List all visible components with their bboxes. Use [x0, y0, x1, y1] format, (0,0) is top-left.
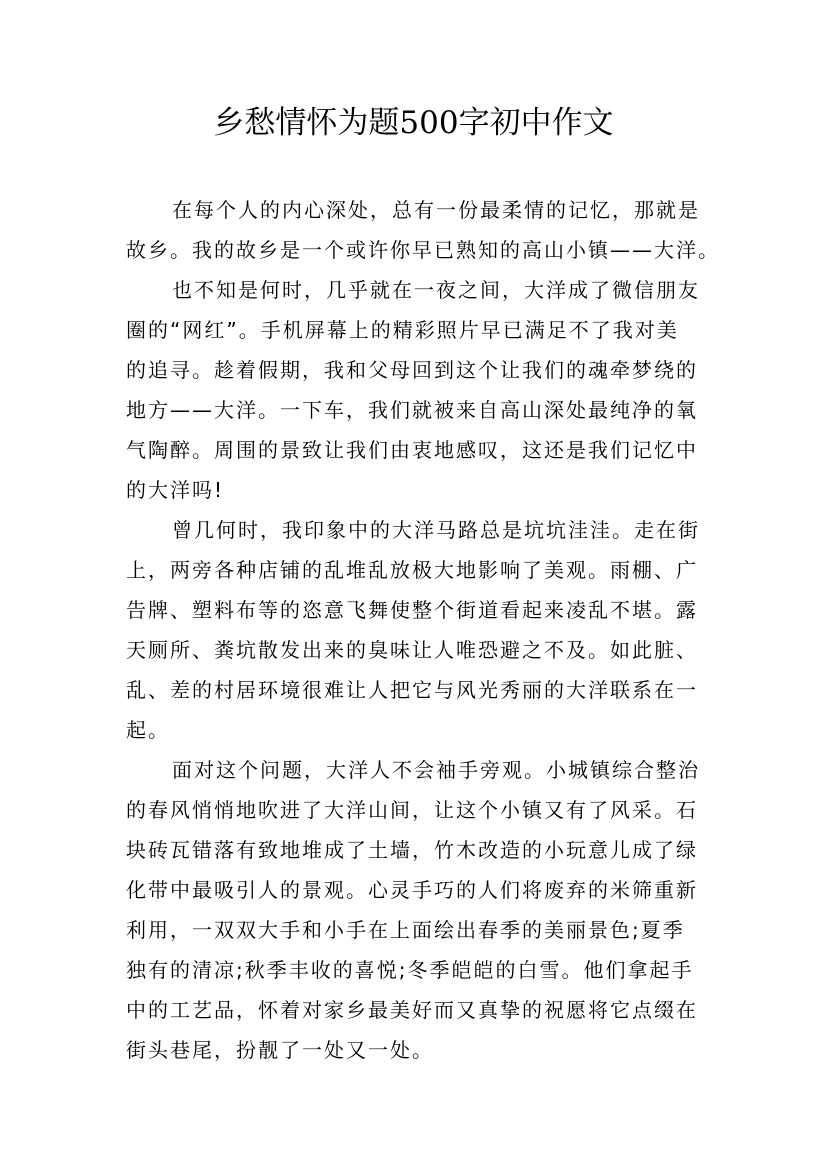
paragraph-line: 面对这个问题，大洋人不会袖手旁观。小城镇综合整治 [172, 758, 700, 782]
paragraph-line: 独有的清凉;秋季丰收的喜悦;冬季皑皑的白雪。他们拿起手 [126, 958, 694, 982]
paragraph-line: 曾几何时，我印象中的大洋马路总是坑坑洼洼。走在街 [172, 518, 700, 542]
paragraph-line: 的追寻。趁着假期，我和父母回到这个让我们的魂牵梦绕的 [126, 358, 698, 382]
paragraph-line: 起。 [126, 718, 170, 742]
paragraph-line: 利用，一双双大手和小手在上面绘出春季的美丽景色;夏季 [126, 918, 685, 942]
paragraph-line: 街头巷尾，扮靓了一处又一处。 [126, 1038, 434, 1062]
paragraph-line: 气陶醉。周围的景致让我们由衷地感叹，这还是我们记忆中 [126, 438, 698, 462]
document-title: 乡愁情怀为题500字初中作文 [213, 105, 614, 141]
paragraph-line: 乱、差的村居环境很难让人把它与风光秀丽的大洋联系在一 [126, 678, 698, 702]
document-body [126, 190, 720, 1070]
paragraph-line: 地方——大洋。一下车，我们就被来自高山深处最纯净的氧 [126, 398, 698, 422]
paragraph-line: 告牌、塑料布等的恣意飞舞使整个街道看起来凌乱不堪。露 [126, 598, 698, 622]
paragraph-line: 在每个人的内心深处，总有一份最柔情的记忆，那就是 [172, 198, 700, 222]
paragraph-line: 化带中最吸引人的景观。心灵手巧的人们将废弃的米筛重新 [126, 878, 698, 902]
paragraph-line: 故乡。我的故乡是一个或许你早已熟知的高山小镇——大洋。 [126, 238, 720, 262]
paragraph-line: 的春风悄悄地吹进了大洋山间，让这个小镇又有了风采。石 [126, 798, 698, 822]
paragraph-line: 上，两旁各种店铺的乱堆乱放极大地影响了美观。雨棚、广 [126, 558, 698, 582]
paragraph-line: 块砖瓦错落有致地堆成了土墙，竹木改造的小玩意儿成了绿 [126, 838, 698, 862]
paragraph-line: 圈的“网红”。手机屏幕上的精彩照片早已满足不了我对美 [126, 318, 679, 342]
paragraph-line: 中的工艺品，怀着对家乡最美好而又真挚的祝愿将它点缀在 [126, 998, 698, 1022]
paragraph-line: 天厕所、粪坑散发出来的臭味让人唯恐避之不及。如此脏、 [126, 638, 698, 662]
paragraph-line: 也不知是何时，几乎就在一夜之间，大洋成了微信朋友 [172, 278, 700, 302]
paragraph-line: 的大洋吗! [126, 478, 225, 502]
